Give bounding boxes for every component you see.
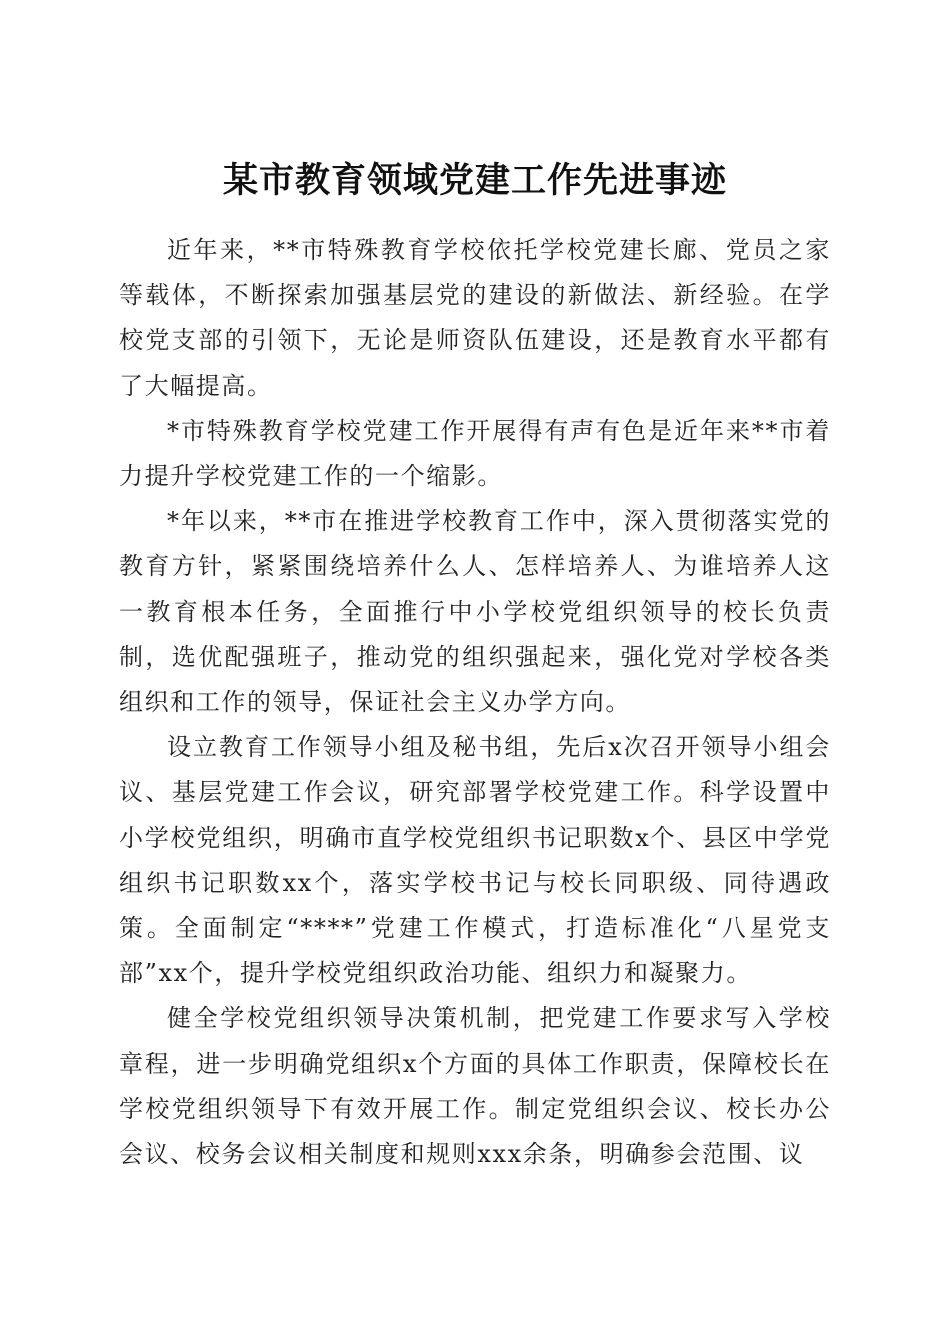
paragraph-2: *市特殊教育学校党建工作开展得有声有色是近年来**市着力提升学校党建工作的一个缩影。 [119,416,831,491]
paragraph-3: *年以来，**市在推进学校教育工作中，深入贯彻落实党的教育方针，紧紧围绕培养什么人、怎样培养人、为谁培养人这一教育根本任务，全面推行中小学校党组织领导的校长负责制，选优配强班子，推动党的组织强起来，强化党对学校各类组织和工作的领导，保证社会主义办学方向。 [119,507,831,717]
paragraph-1: 近年来，**市特殊教育学校依托学校党建长廊、党员之家等载体，不断探索加强基层党的建设的新做法、新经验。在学校党支部的引领下，无论是师资队伍建设，还是教育水平都有了大幅提高。 [119,236,831,400]
document-title: 某市教育领域党建工作先进事迹 [222,160,727,202]
document-body [119,228,831,1177]
paragraph-5: 健全学校党组织领导决策机制，把党建工作要求写入学校章程，进一步明确党组织x个方面的具体工作职责，保障校长在学校党组织领导下有效开展工作。制定党组织会议、校长办公会议、校务会议相关制度和规则xxx余条，明确参会范围、议 [119,1004,831,1169]
paragraph-4: 设立教育工作领导小组及秘书组，先后x次召开领导小组会议、基层党建工作会议，研究部署学校党建工作。科学设置中小学校党组织，明确市直学校党组织书记职数x个、县区中学党组织书记职数xx个，落实学校书记与校长同职级、同待遇政策。全面制定“****”党建工作模式，打造标准化“八星党支部”xx个，提升学校党组织政治功能、组织力和凝聚力。 [119,733,831,988]
